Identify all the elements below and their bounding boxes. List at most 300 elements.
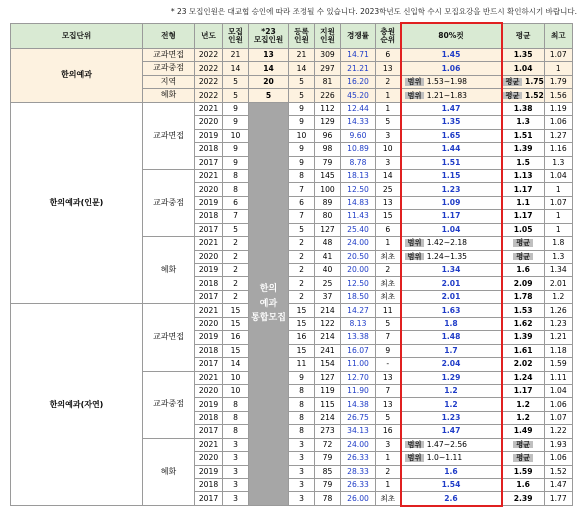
apply-cell: 127: [315, 371, 341, 384]
avg-cell: 1.49: [502, 425, 545, 438]
avg-cell: 2.02: [502, 358, 545, 371]
avg-cell: 1.2: [502, 411, 545, 424]
avg-cell: [502, 75, 545, 88]
max-cell: 1: [544, 62, 572, 75]
recruit-cell: 14: [223, 62, 249, 75]
recruit-cell: 15: [223, 317, 249, 330]
apply-cell: 214: [315, 411, 341, 424]
ratio-cell: 8.13: [341, 317, 376, 330]
recruit-cell: 7: [223, 210, 249, 223]
recruit-cell: 10: [223, 371, 249, 384]
header-type: 전형: [143, 23, 195, 49]
extra-cell: 최초: [376, 290, 401, 303]
reg-cell: 5: [289, 75, 315, 88]
cut80-cell: 1.29: [401, 371, 502, 384]
ratio-cell: 13.38: [341, 331, 376, 344]
avg-badge: 평균: [503, 78, 523, 86]
apply-cell: 154: [315, 358, 341, 371]
max-cell: 1.79: [544, 75, 572, 88]
header-unit: 모집단위: [11, 23, 143, 49]
type-cell: 혜화: [143, 237, 195, 304]
cut80-cell: 1.09: [401, 196, 502, 209]
max-cell: 1.8: [544, 237, 572, 250]
range-badge: 범위: [405, 239, 425, 247]
type-cell: 교과면접: [143, 102, 195, 169]
reg-cell: 6: [289, 196, 315, 209]
avg-cell: 1.13: [502, 169, 545, 182]
type-cell: 교과중점: [143, 371, 195, 438]
avg-cell: 1.17: [502, 210, 545, 223]
extra-cell: 16: [376, 425, 401, 438]
reg-cell: 9: [289, 116, 315, 129]
ratio-cell: 20.50: [341, 250, 376, 263]
avg-badge: 평균: [513, 441, 533, 449]
apply-cell: 85: [315, 465, 341, 478]
apply-cell: 297: [315, 62, 341, 75]
apply-cell: 214: [315, 331, 341, 344]
max-cell: 1: [544, 223, 572, 236]
max-cell: 1.16: [544, 143, 572, 156]
recruit-cell: 2: [223, 277, 249, 290]
cut80-range-value: 1.21~1.83: [424, 90, 467, 100]
ratio-cell: 8.78: [341, 156, 376, 169]
ratio-cell: 25.40: [341, 223, 376, 236]
recruit-cell: 2: [223, 264, 249, 277]
reg-cell: 8: [289, 425, 315, 438]
ratio-cell: 14.27: [341, 304, 376, 317]
recruit-cell: 15: [223, 304, 249, 317]
apply-cell: 241: [315, 344, 341, 357]
reg-cell: 15: [289, 344, 315, 357]
reg-cell: 15: [289, 304, 315, 317]
recruit-cell: 8: [223, 398, 249, 411]
max-cell: 1.04: [544, 384, 572, 397]
ratio-cell: 9.60: [341, 129, 376, 142]
reg-cell: 5: [289, 89, 315, 102]
cut80-cell: 1.15: [401, 169, 502, 182]
year-cell: 2020: [195, 384, 223, 397]
year-cell: 2017: [195, 223, 223, 236]
reg-cell: 3: [289, 465, 315, 478]
extra-cell: 5: [376, 411, 401, 424]
cut80-cell: 1.6: [401, 465, 502, 478]
extra-cell: 7: [376, 384, 401, 397]
max-cell: 1.59: [544, 358, 572, 371]
cut80-cell: 2.01: [401, 277, 502, 290]
cut80-cell: 1.2: [401, 384, 502, 397]
ratio-cell: 12.70: [341, 371, 376, 384]
cut80-cell: 1.17: [401, 210, 502, 223]
year-cell: 2021: [195, 237, 223, 250]
extra-cell: 1: [376, 237, 401, 250]
year-cell: 2019: [195, 129, 223, 142]
cut80-cell: 1.48: [401, 331, 502, 344]
r23-cell: 5: [249, 89, 289, 102]
type-cell: 교과면접: [143, 49, 195, 62]
reg-cell: 14: [289, 62, 315, 75]
ratio-cell: 11.00: [341, 358, 376, 371]
header-max: 최고: [544, 23, 572, 49]
max-cell: 1: [544, 183, 572, 196]
recruit-cell: 8: [223, 183, 249, 196]
max-cell: 1.26: [544, 304, 572, 317]
header-year: 년도: [195, 23, 223, 49]
extra-cell: 1: [376, 452, 401, 465]
cut80-cell: [401, 452, 502, 465]
cut80-cell: [401, 438, 502, 451]
max-cell: 1.04: [544, 169, 572, 182]
year-cell: 2018: [195, 210, 223, 223]
avg-cell: 1.78: [502, 290, 545, 303]
year-cell: 2018: [195, 277, 223, 290]
avg-cell: 1.59: [502, 465, 545, 478]
reg-cell: 3: [289, 452, 315, 465]
r23-cell: 20: [249, 75, 289, 88]
ratio-cell: 21.21: [341, 62, 376, 75]
max-cell: 1.22: [544, 425, 572, 438]
r23-cell: 13: [249, 49, 289, 62]
reg-cell: 9: [289, 102, 315, 115]
apply-cell: 115: [315, 398, 341, 411]
ratio-cell: 28.33: [341, 465, 376, 478]
ratio-cell: 24.00: [341, 438, 376, 451]
recruit-cell: 9: [223, 116, 249, 129]
max-cell: 1.3: [544, 250, 572, 263]
extra-cell: 2: [376, 465, 401, 478]
avg-cell: 2.39: [502, 492, 545, 506]
extra-cell: 6: [376, 223, 401, 236]
max-cell: 1: [544, 210, 572, 223]
max-cell: 1.47: [544, 479, 572, 492]
recruit-cell: 9: [223, 156, 249, 169]
extra-cell: 10: [376, 143, 401, 156]
extra-cell: 13: [376, 62, 401, 75]
ratio-cell: 12.44: [341, 102, 376, 115]
apply-cell: 80: [315, 210, 341, 223]
unit-cell: 한의예과(인문): [11, 102, 143, 304]
cut80-cell: 1.47: [401, 425, 502, 438]
cut80-cell: 1.06: [401, 62, 502, 75]
cut80-cell: 1.8: [401, 317, 502, 330]
reg-cell: 7: [289, 210, 315, 223]
ratio-cell: 11.90: [341, 384, 376, 397]
cut80-cell: 1.04: [401, 223, 502, 236]
reg-cell: 8: [289, 411, 315, 424]
year-cell: 2017: [195, 425, 223, 438]
ratio-cell: 24.00: [341, 237, 376, 250]
extra-cell: 최초: [376, 277, 401, 290]
header-row: [11, 23, 573, 49]
reg-cell: 3: [289, 438, 315, 451]
recruit-cell: 14: [223, 358, 249, 371]
ratio-cell: 26.33: [341, 452, 376, 465]
range-badge: 범위: [405, 78, 425, 86]
reg-cell: 15: [289, 317, 315, 330]
table-row: [11, 102, 573, 115]
reg-cell: 2: [289, 290, 315, 303]
recruit-cell: 8: [223, 411, 249, 424]
cut80-cell: [401, 89, 502, 102]
header-avg: 평균: [502, 23, 545, 49]
type-cell: 혜화: [143, 89, 195, 102]
ratio-cell: 18.13: [341, 169, 376, 182]
extra-cell: 1: [376, 102, 401, 115]
apply-cell: 96: [315, 129, 341, 142]
apply-cell: 309: [315, 49, 341, 62]
cut80-range-value: 1.53~1.98: [424, 77, 467, 87]
year-cell: 2020: [195, 452, 223, 465]
avg-badge: 평균: [513, 239, 533, 247]
range-badge: 범위: [405, 454, 425, 462]
recruit-cell: 9: [223, 102, 249, 115]
ratio-cell: 26.33: [341, 479, 376, 492]
max-cell: 1.07: [544, 49, 572, 62]
reg-cell: 2: [289, 250, 315, 263]
reg-cell: 16: [289, 331, 315, 344]
apply-cell: 72: [315, 438, 341, 451]
header-recruit-label: 모집 인원: [228, 26, 243, 44]
year-cell: 2021: [195, 169, 223, 182]
recruit-cell: 16: [223, 331, 249, 344]
avg-cell: 1.17: [502, 384, 545, 397]
ratio-cell: 20.00: [341, 264, 376, 277]
reg-cell: 11: [289, 358, 315, 371]
extra-cell: 3: [376, 156, 401, 169]
year-cell: 2020: [195, 183, 223, 196]
extra-cell: 1: [376, 479, 401, 492]
ratio-cell: 14.83: [341, 196, 376, 209]
avg-cell: [502, 438, 545, 451]
year-cell: 2022: [195, 62, 223, 75]
avg-badge: 평균: [503, 92, 523, 100]
max-cell: 1.56: [544, 89, 572, 102]
recruit-cell: 3: [223, 479, 249, 492]
apply-cell: 226: [315, 89, 341, 102]
reg-cell: 2: [289, 264, 315, 277]
unit-cell: 한의예과: [11, 49, 143, 103]
apply-cell: 79: [315, 452, 341, 465]
max-cell: 1.07: [544, 411, 572, 424]
reg-cell: 8: [289, 398, 315, 411]
max-cell: 1.3: [544, 156, 572, 169]
reg-cell: 2: [289, 277, 315, 290]
year-cell: 2018: [195, 344, 223, 357]
reg-cell: 9: [289, 371, 315, 384]
recruit-cell: 2: [223, 250, 249, 263]
header-apply-label: 지원 인원: [320, 26, 335, 44]
cut80-range-value: 1.42~2.18: [424, 238, 467, 248]
recruit-cell: 3: [223, 492, 249, 506]
header-extra-label: 충원 순위: [380, 26, 396, 44]
extra-cell: 3: [376, 438, 401, 451]
recruit-cell: 9: [223, 143, 249, 156]
avg-cell: 1.6: [502, 264, 545, 277]
extra-cell: 1: [376, 89, 401, 102]
year-cell: 2020: [195, 317, 223, 330]
apply-cell: 79: [315, 156, 341, 169]
max-cell: 1.2: [544, 290, 572, 303]
avg-cell: 1.2: [502, 398, 545, 411]
max-cell: 1.21: [544, 331, 572, 344]
header-cut80: 80%컷: [401, 23, 502, 49]
apply-cell: 214: [315, 304, 341, 317]
ratio-cell: 26.00: [341, 492, 376, 506]
apply-cell: 119: [315, 384, 341, 397]
reg-cell: 8: [289, 384, 315, 397]
cut80-cell: 1.23: [401, 183, 502, 196]
year-cell: 2019: [195, 331, 223, 344]
cut80-cell: 1.34: [401, 264, 502, 277]
extra-cell: 최초: [376, 250, 401, 263]
avg-cell: 1.04: [502, 62, 545, 75]
avg-cell: 1.35: [502, 49, 545, 62]
apply-cell: 37: [315, 290, 341, 303]
extra-cell: 2: [376, 75, 401, 88]
header-reg: [289, 23, 315, 49]
max-cell: 1.18: [544, 344, 572, 357]
apply-cell: 129: [315, 116, 341, 129]
year-cell: 2019: [195, 264, 223, 277]
type-cell: 교과중점: [143, 169, 195, 236]
cut80-range-value: 1.47~2.56: [424, 439, 467, 449]
recruit-cell: 2: [223, 290, 249, 303]
year-cell: 2017: [195, 156, 223, 169]
apply-cell: 81: [315, 75, 341, 88]
extra-cell: -: [376, 358, 401, 371]
extra-cell: 5: [376, 116, 401, 129]
recruit-cell: 8: [223, 169, 249, 182]
reg-cell: 9: [289, 156, 315, 169]
avg-cell: 1.51: [502, 129, 545, 142]
ratio-cell: 14.33: [341, 116, 376, 129]
avg-cell: 1.1: [502, 196, 545, 209]
reg-cell: 5: [289, 223, 315, 236]
ratio-cell: 11.43: [341, 210, 376, 223]
max-cell: 1.06: [544, 116, 572, 129]
merged-r23-cell: [249, 102, 289, 506]
max-cell: 1.34: [544, 264, 572, 277]
ratio-cell: 10.89: [341, 143, 376, 156]
extra-cell: 13: [376, 196, 401, 209]
ratio-cell: 16.20: [341, 75, 376, 88]
avg-cell: 1.5: [502, 156, 545, 169]
apply-cell: 273: [315, 425, 341, 438]
range-badge: 범위: [405, 441, 425, 449]
avg-cell: 1.6: [502, 479, 545, 492]
type-cell: 혜화: [143, 438, 195, 506]
apply-cell: 79: [315, 479, 341, 492]
max-cell: 1.77: [544, 492, 572, 506]
cut80-cell: 1.51: [401, 156, 502, 169]
avg-cell: 1.05: [502, 223, 545, 236]
recruit-cell: 5: [223, 89, 249, 102]
year-cell: 2018: [195, 479, 223, 492]
avg-cell: [502, 250, 545, 263]
reg-cell: 10: [289, 129, 315, 142]
admission-results-table-wrapper: [10, 22, 573, 507]
cut80-cell: 1.65: [401, 129, 502, 142]
recruit-cell: 8: [223, 425, 249, 438]
table-row: [11, 49, 573, 62]
cut80-cell: [401, 250, 502, 263]
ratio-cell: 12.50: [341, 183, 376, 196]
header-r23: [249, 23, 289, 49]
ratio-cell: 16.07: [341, 344, 376, 357]
merged-r23-label: 한의 예과 통합모집: [251, 284, 286, 324]
reg-cell: 2: [289, 237, 315, 250]
avg-cell: 1.39: [502, 143, 545, 156]
avg-cell: [502, 89, 545, 102]
max-cell: 1.06: [544, 452, 572, 465]
extra-cell: 7: [376, 331, 401, 344]
cut80-cell: 1.23: [401, 411, 502, 424]
extra-cell: 6: [376, 49, 401, 62]
avg-cell: 1.39: [502, 331, 545, 344]
ratio-cell: 12.50: [341, 277, 376, 290]
header-ratio: 경쟁률: [341, 23, 376, 49]
extra-cell: 14: [376, 169, 401, 182]
apply-cell: 48: [315, 237, 341, 250]
reg-cell: 3: [289, 492, 315, 506]
year-cell: 2022: [195, 89, 223, 102]
avg-cell: 1.53: [502, 304, 545, 317]
recruit-cell: 21: [223, 49, 249, 62]
apply-cell: 127: [315, 223, 341, 236]
avg-cell: 1.24: [502, 371, 545, 384]
apply-cell: 145: [315, 169, 341, 182]
reg-cell: 9: [289, 143, 315, 156]
avg-value: 1.75: [522, 77, 544, 87]
recruit-cell: 3: [223, 438, 249, 451]
reg-cell: 7: [289, 183, 315, 196]
apply-cell: 112: [315, 102, 341, 115]
extra-cell: 13: [376, 398, 401, 411]
recruit-cell: 6: [223, 196, 249, 209]
extra-cell: 5: [376, 317, 401, 330]
avg-badge: 평균: [513, 253, 533, 261]
reg-cell: 21: [289, 49, 315, 62]
extra-cell: 최초: [376, 492, 401, 506]
avg-cell: 1.38: [502, 102, 545, 115]
header-apply: [315, 23, 341, 49]
cut80-range-value: 1.24~1.35: [424, 251, 467, 261]
year-cell: 2020: [195, 116, 223, 129]
apply-cell: 98: [315, 143, 341, 156]
year-cell: 2019: [195, 398, 223, 411]
notice-text: * 23 모집인원은 대교협 승인에 따라 조정될 수 있습니다. 2023학년도 신입학 수시 모집요강을 반드시 확인하시기 바랍니다.: [170, 7, 577, 16]
year-cell: 2018: [195, 143, 223, 156]
year-cell: 2022: [195, 49, 223, 62]
extra-cell: 3: [376, 129, 401, 142]
cut80-cell: [401, 237, 502, 250]
cut80-cell: 1.47: [401, 102, 502, 115]
year-cell: 2020: [195, 250, 223, 263]
avg-cell: 2.09: [502, 277, 545, 290]
recruit-cell: 15: [223, 344, 249, 357]
ratio-cell: 26.75: [341, 411, 376, 424]
type-cell: 지역: [143, 75, 195, 88]
apply-cell: 78: [315, 492, 341, 506]
year-cell: 2018: [195, 411, 223, 424]
year-cell: 2021: [195, 102, 223, 115]
max-cell: 1.07: [544, 196, 572, 209]
extra-cell: 11: [376, 304, 401, 317]
header-extra: [376, 23, 401, 49]
cut80-cell: 1.45: [401, 49, 502, 62]
cut80-cell: 1.44: [401, 143, 502, 156]
extra-cell: 2: [376, 264, 401, 277]
max-cell: 1.23: [544, 317, 572, 330]
